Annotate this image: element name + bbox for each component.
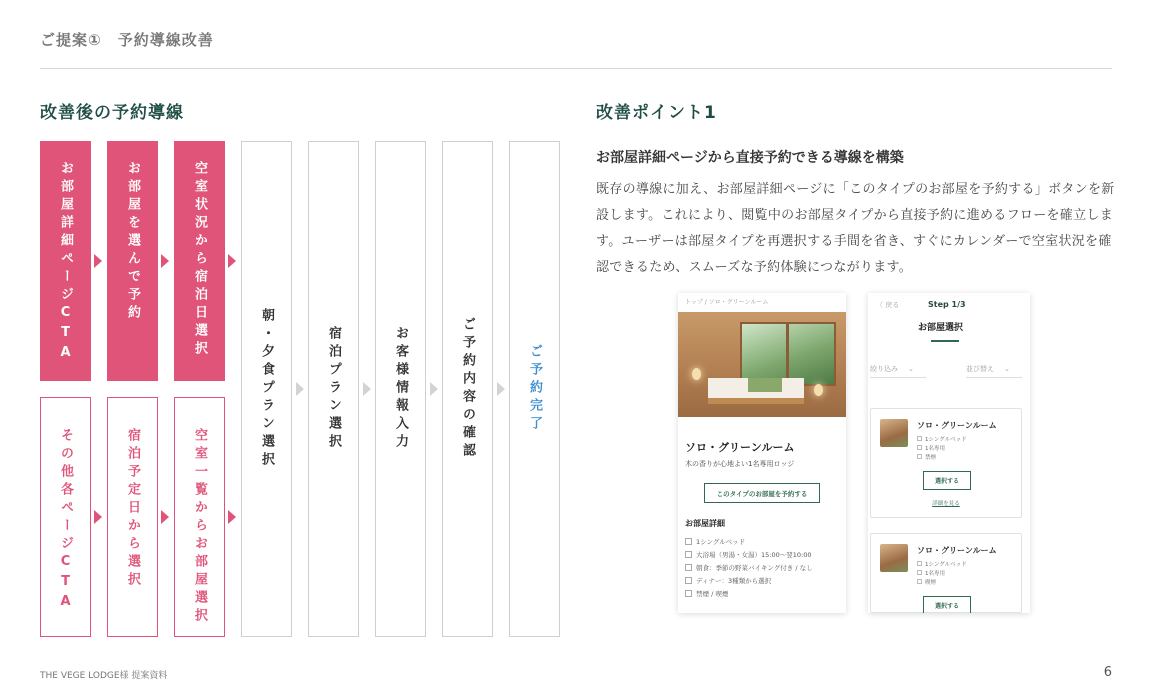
chevron-down-icon: ⌄ (908, 365, 914, 373)
dinner-icon (685, 577, 692, 584)
page-number: 6 (1103, 665, 1112, 680)
flow-arrow (161, 254, 169, 268)
feature-text: 1名専用 (925, 570, 945, 577)
feature-text: 喫煙 (925, 579, 937, 586)
detail-text: 禁煙 / 喫煙 (696, 590, 729, 598)
feature-item (917, 559, 967, 568)
flow-step-guest-info (375, 141, 426, 637)
room-thumbnail (880, 419, 908, 447)
flow-section-title: 改善後の予約導線 (40, 103, 184, 123)
detail-item (685, 548, 813, 561)
flow-box-label: お部屋を選んで予約 (125, 161, 140, 323)
flow-box-choose-room (107, 141, 158, 381)
header-divider (40, 68, 1112, 69)
sort-dropdown[interactable] (966, 364, 1022, 378)
point-section-title: 改善ポイント1 (596, 103, 717, 123)
flow-box-label: 空室状況から宿泊日選択 (192, 161, 207, 359)
detail-item (685, 535, 813, 548)
flow-step-confirm (442, 141, 493, 637)
filter-label: 絞り込み (870, 365, 898, 373)
smoking-icon (917, 579, 922, 584)
mock-room-select-page (868, 293, 1030, 613)
select-room-button[interactable]: 選択する (923, 471, 971, 490)
detail-text: 大浴場（男湯・女湯）15:00〜翌10:00 (696, 551, 812, 559)
flow-arrow (161, 510, 169, 524)
flow-step-complete (509, 141, 560, 637)
flow-box-label: 宿泊予定日から選択 (125, 428, 140, 590)
mock-select-title: お部屋選択 (918, 323, 964, 333)
person-icon (917, 445, 922, 450)
room-photo (678, 312, 846, 417)
mock-breadcrumb: トップ / ソロ・グリーンルーム (685, 299, 769, 306)
bed-icon (685, 538, 692, 545)
room-option-card (870, 533, 1022, 613)
chevron-down-icon: ⌄ (1004, 365, 1010, 373)
bed-icon (917, 436, 922, 441)
mock-room-detail-page (678, 293, 846, 613)
flow-box-vacancy-list (174, 397, 225, 637)
flow-step-label: ご予約完了 (527, 344, 542, 434)
select-room-button[interactable]: 選択する (923, 596, 971, 613)
view-details-link[interactable]: 詳細を見る (932, 501, 960, 507)
flow-box-label: その他各ページCTA (58, 428, 73, 614)
feature-item (917, 568, 967, 577)
footer-document-label: THE VEGE LODGE様 提案資料 (40, 671, 168, 681)
breakfast-icon (685, 564, 692, 571)
detail-item (685, 587, 813, 600)
no-smoking-icon (917, 454, 922, 459)
feature-item (917, 434, 967, 443)
point-heading: お部屋詳細ページから直接予約できる導線を構築 (596, 150, 904, 166)
flow-arrow (430, 382, 438, 396)
feature-item (917, 577, 967, 586)
flow-arrow (363, 382, 371, 396)
flow-box-stay-date (107, 397, 158, 637)
mock-room-name: ソロ・グリーンルーム (685, 441, 795, 454)
room-option-name: ソロ・グリーンルーム (917, 421, 997, 430)
feature-text: 1シングルベッド (925, 436, 967, 443)
back-link[interactable]: 〈 戻る (876, 301, 900, 309)
room-option-name: ソロ・グリーンルーム (917, 546, 997, 555)
feature-text: 1名専用 (925, 445, 945, 452)
flow-box-label: お部屋詳細ページCTA (58, 161, 73, 365)
room-thumbnail (880, 544, 908, 572)
flow-arrow (296, 382, 304, 396)
bed-icon (917, 561, 922, 566)
bath-icon (685, 551, 692, 558)
title-underline (931, 340, 959, 342)
detail-text: 朝食：季節の野菜バイキング付き / なし (696, 564, 813, 572)
feature-text: 禁煙 (925, 454, 937, 461)
room-option-features (917, 559, 967, 586)
flow-box-label: 空室一覧からお部屋選択 (192, 428, 207, 626)
mock-room-subtitle: 木の香りが心地よい1名専用ロッジ (685, 460, 795, 468)
flow-box-other-pages-cta (40, 397, 91, 637)
detail-text: 1シングルベッド (696, 538, 746, 546)
person-icon (917, 570, 922, 575)
flow-step-label: 宿泊プラン選択 (326, 326, 341, 452)
feature-item (917, 443, 967, 452)
flow-arrow (228, 510, 236, 524)
flow-arrow (94, 254, 102, 268)
flow-step-stay-plan (308, 141, 359, 637)
detail-item (685, 561, 813, 574)
mock-detail-list (685, 535, 813, 600)
feature-text: 1シングルベッド (925, 561, 967, 568)
flow-step-meal-plan (241, 141, 292, 637)
detail-item (685, 574, 813, 587)
flow-step-label: お客様情報入力 (393, 326, 408, 452)
reserve-this-room-button[interactable]: このタイプのお部屋を予約する (704, 483, 820, 503)
filter-dropdown[interactable] (870, 364, 926, 378)
flow-step-label: ご予約内容の確認 (460, 317, 475, 461)
flow-box-availability-date (174, 141, 225, 381)
step-indicator: Step 1/3 (928, 300, 966, 309)
flow-box-room-detail-cta (40, 141, 91, 381)
flow-arrow (497, 382, 505, 396)
feature-item (917, 452, 967, 461)
detail-text: ディナー：3種類から選択 (696, 577, 772, 585)
point-body: 既存の導線に加え、お部屋詳細ページに「このタイプのお部屋を予約する」ボタンを新設します。これにより、閲覧中のお部屋タイプから直接予約に進めるフローを確立します。ユーザーは部屋タイプを再選択する手間を省き、すぐにカレンダーで空室状況を確認できるため、スムーズな予約体験につながります。 (596, 182, 1115, 275)
smoking-icon (685, 590, 692, 597)
room-option-card (870, 408, 1022, 518)
mock-detail-title: お部屋詳細 (685, 519, 725, 528)
sort-label: 並び替え (966, 365, 994, 373)
flow-arrow (228, 254, 236, 268)
room-option-features (917, 434, 967, 461)
flow-step-label: 朝・夕食プラン選択 (259, 308, 274, 470)
flow-arrow (94, 510, 102, 524)
slide-header-title: ご提案① 予約導線改善 (40, 31, 214, 49)
